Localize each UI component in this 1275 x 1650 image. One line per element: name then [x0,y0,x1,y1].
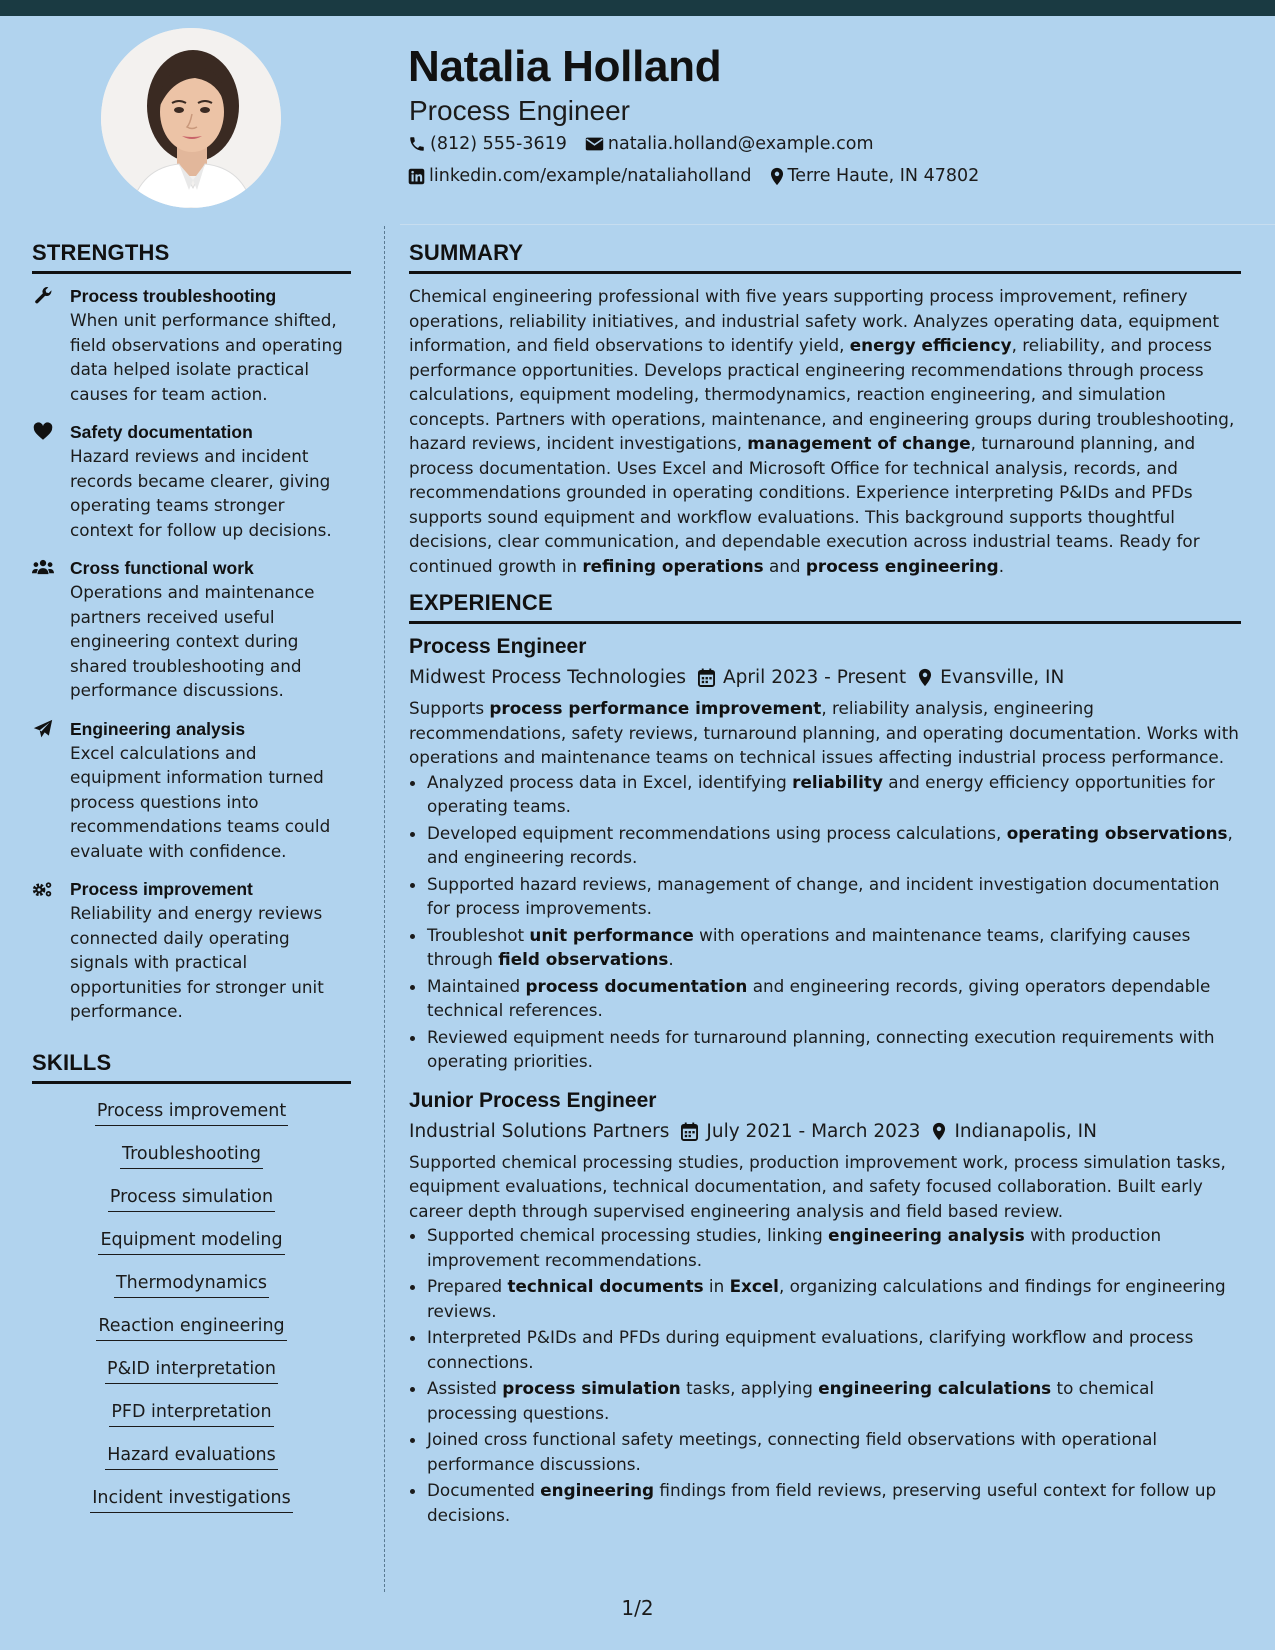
skill-item: Hazard evaluations [105,1444,278,1470]
header-rule [400,224,1275,225]
strength-title: Engineering analysis [70,718,246,739]
candidate-name: Natalia Holland [408,42,722,91]
right-column [409,240,1241,1529]
bullet-item: • Documented engineering findings from field reviews, preserving useful context for follow up decisions. [427,1478,1241,1527]
company-name: Industrial Solutions Partners [409,1120,670,1142]
skill-item: Reaction engineering [96,1315,286,1341]
job-dates: July 2021 - March 2023 [706,1120,921,1142]
skill-item: PFD interpretation [109,1401,273,1427]
bullet-item: • Developed equipment recommendations using process calculations, operating observations, and engineering records. [427,821,1241,870]
contact-row-1 [408,134,892,154]
calendar-icon [698,668,715,687]
bullet-item: • Joined cross functional safety meetings, connecting field observations with operational performance discussions. [427,1427,1241,1476]
strength-item [32,556,351,703]
location-text: Terre Haute, IN 47802 [787,166,980,186]
map-pin-icon [932,1122,946,1141]
envelope-icon [585,136,604,152]
phone-text: (812) 555-3619 [430,134,567,154]
job-location: Evansville, IN [940,667,1065,688]
summary-text: Chemical engineering professional with five years supporting process improvement, refinery operations, reliability initiatives, and industrial safety work. Analyzes operating data, equipment information, and field observations to identify yield, energy efficiency, reliability, and process performance opportunities. Develops practical engineering recommendations through process calculations, equipment modeling, thermodynamics, reaction engineering, and simulation concepts. Partners with operations, maintenance, and engineering groups during troubleshooting, hazard reviews, incident investigations, management of change, turnaround planning, and process documentation. Uses Excel and Microsoft Office for technical analysis, records, and recommendations grounded in operating conditions. Experience interpreting P&IDs and PFDs supports sound equipment and workflow evaluations. This background supports thoughtful decisions, clear communication, and dependable execution across industrial teams. Ready for continued growth in refining operations and process engineering. [409,286,1235,576]
candidate-title: Process Engineer [409,95,631,126]
strength-description: Operations and maintenance partners received useful engineering context during shared troubleshooting and performance discussions. [70,582,315,700]
strength-title: Process improvement [70,879,253,899]
map-pin-icon [918,668,932,687]
bullet-item: • Troubleshot unit performance with operations and maintenance teams, clarifying causes through field observations. [427,923,1241,972]
column-divider [384,226,385,1592]
job-meta [409,1121,1241,1142]
paper-plane-icon [33,719,53,739]
skills-section [32,1050,351,1530]
strength-item [32,877,351,1024]
bullet-item: • Prepared technical documents in Excel, organizing calculations and findings for engineering reviews. [427,1274,1241,1323]
job-entry [409,634,1241,1074]
skill-item: Troubleshooting [120,1143,263,1169]
job-role: Junior Process Engineer [409,1088,657,1112]
strength-description: Hazard reviews and incident records became clearer, giving operating teams stronger context for follow up decisions. [70,446,332,540]
email-text[interactable]: natalia.holland@example.com [607,134,874,154]
job-dates: April 2023 - Present [723,667,907,688]
phone-icon [408,135,426,153]
skill-item: Incident investigations [90,1487,293,1513]
skill-item: Process simulation [108,1186,275,1212]
job-bullets [409,1223,1241,1527]
profile-photo [101,28,281,208]
phone-item [408,134,567,154]
strength-description: Excel calculations and equipment information turned process questions into recommendations teams could evaluate with confidence. [70,742,331,861]
strength-title: Process troubleshooting [70,286,277,306]
bullet-item: • Maintained process documentation and engineering records, giving operators dependable technical references. [427,974,1241,1023]
strength-item [32,284,351,406]
company-name: Midwest Process Technologies [409,667,687,688]
top-accent-bar [0,0,1275,16]
job-meta [409,667,1241,688]
bullet-item: • Reviewed equipment needs for turnaround planning, connecting execution requirements with operating priorities. [427,1025,1241,1074]
linkedin-icon [408,168,425,185]
experience-heading: EXPERIENCE [409,590,1241,624]
bullet-item: • Analyzed process data in Excel, identifying reliability and energy efficiency opportunities for operating teams. [427,770,1241,819]
job-location: Indianapolis, IN [954,1120,1097,1142]
skills-heading: SKILLS [32,1050,351,1084]
bullet-item: • Supported hazard reviews, management of change, and incident investigation documentation for process improvements. [427,872,1241,921]
skill-item: P&ID interpretation [105,1358,278,1384]
bullet-item: • Interpreted P&IDs and PFDs during equipment evaluations, clarifying workflow and process connections. [427,1325,1241,1374]
strength-item [32,420,351,542]
job-description: Supports process performance improvement, reliability analysis, engineering recommendations, safety reviews, turnaround planning, and operating documentation. Works with operations and maintenance teams on technical issues affecting industrial process performance. [409,698,1239,767]
skill-item: Thermodynamics [114,1272,269,1298]
bullet-item: • Supported chemical processing studies, linking engineering analysis with production improvement recommendations. [427,1223,1241,1272]
gears-icon [32,879,54,899]
contact-row-2 [408,166,997,186]
strength-item [32,717,351,864]
linkedin-item[interactable] [408,166,752,186]
linkedin-text[interactable]: linkedin.com/example/nataliaholland [429,166,752,186]
page-number: 1/2 [621,1596,654,1620]
job-description: Supported chemical processing studies, production improvement work, process simulation tasks, equipment evaluations, technical documentation, and safety focused collaboration. Built early career depth through supervised engineering analysis and field based review. [409,1151,1226,1221]
strength-description: When unit performance shifted, field observations and operating data helped isolate practical causes for team action. [70,310,343,404]
location-item [770,166,980,186]
strength-title: Safety documentation [70,422,253,442]
strength-title: Cross functional work [70,558,254,578]
skill-item: Process improvement [95,1100,288,1126]
left-column [32,240,351,1530]
skills-list [32,1094,351,1530]
job-entry [409,1088,1241,1528]
job-bullets [409,770,1241,1074]
strengths-heading: STRENGTHS [32,240,351,274]
strength-description: Reliability and energy reviews connected daily operating signals with practical opportunities for stronger unit performance. [70,903,324,1021]
map-pin-icon [770,167,784,186]
calendar-icon [681,1122,698,1141]
heart-icon [33,422,53,440]
email-item[interactable] [585,134,874,154]
wrench-icon [33,286,53,306]
summary-heading: SUMMARY [409,240,1241,274]
job-role: Process Engineer [409,635,587,658]
users-icon [32,558,54,576]
skill-item: Equipment modeling [98,1229,284,1255]
bullet-item: • Assisted process simulation tasks, applying engineering calculations to chemical processing questions. [427,1376,1241,1425]
